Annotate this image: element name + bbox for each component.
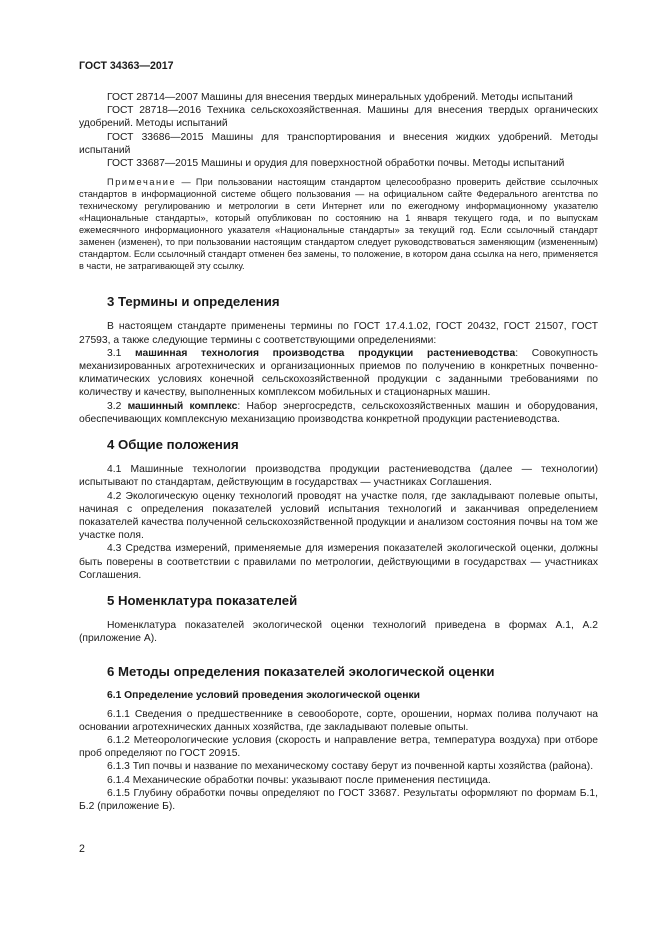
term-name: машинная технология производства продукции растениеводства — [135, 347, 516, 359]
paragraph: 4.3 Средства измерений, применяемые для измерения показателей экологической оценки, должны быть поверены в соответствии с правилами по метрологии, действующими в государствах — участниках Соглашения. — [79, 543, 598, 581]
document-body — [79, 91, 598, 813]
section-4-title: 4 Общие положения — [107, 437, 239, 453]
paragraph: Номенклатура показателей экологической оценки технологий приведена в формах А.1, А.2 (приложение А). — [79, 619, 598, 645]
term-definition — [79, 347, 598, 400]
paragraph: 4.2 Экологическую оценку технологий проводят на участке поля, где закладывают полевые опыты, начиная с определения показателей условий испытания технологий и заканчивая определением показателей качества полученной сельскохозяйственной продукции и анализом состояния почвы на том же участке поля. — [79, 490, 598, 542]
reference-item: ГОСТ 28714—2007 Машины для внесения твердых минеральных удобрений. Методы испытаний — [107, 92, 573, 103]
note-text: — При пользовании настоящим стандартом целесообразно проверить действие ссылочных стандартов в информационной системе общего пользования — на официальном сайте Федерального агентства по техническому регулированию и метрологии в сети Интернет или по ежегодному информационному указателю «Национальные стандарты», который опубликован по состоянию на 1 января текущего года, и по выпускам ежемесячного информационного указателя «Национальные стандарты» за текущий год. Если ссылочный стандарт заменен (изменен), то при пользовании настоящим стандартом следует руководствоваться заменяющим (измененным) стандартом. Если ссылочный стандарт отменен без замены, то положение, в котором дана ссылка на него, применяется в части, не затрагивающей эту ссылку. — [79, 177, 598, 271]
section-3-title: 3 Термины и определения — [107, 294, 280, 310]
term-text: : Набор энергосредств, сельскохозяйственных машин и оборудования, обеспечивающих комплексную механизацию производства конкретной продукции растениеводства. — [79, 400, 598, 425]
reference-item: ГОСТ 28718—2016 Техника сельскохозяйственная. Машины для внесения твердых органических удобрений. Методы испытаний — [79, 105, 598, 130]
section-5-title: 5 Номенклатура показателей — [107, 592, 298, 608]
paragraph: 6.1.2 Метеорологические условия (скорость и направление ветра, температура воздуха) при отборе проб определяют по ГОСТ 20915. — [79, 734, 598, 760]
paragraph: 6.1.1 Сведения о предшественнике в севообороте, сорте, орошении, нормах полива получают на основании агротехнических данных хозяйства, где закладывают полевые опыты. — [79, 708, 598, 733]
section-6-title: 6 Методы определения показателей экологической оценки — [107, 664, 495, 680]
paragraph: 6.1.5 Глубину обработки почвы определяют по ГОСТ 33687. Результаты оформляют по формам Б.1, Б.2 (приложение Б). — [79, 787, 598, 812]
paragraph: В настоящем стандарте применены термины по ГОСТ 17.4.1.02, ГОСТ 20432, ГОСТ 21507, ГОСТ 27593, а также следующие термины с соответствующими определениями: — [79, 321, 598, 346]
term-text: : Совокупность механизированных агротехнических и организационных приемов по получению в конкретных почвенно-климатических условиях конечной сельскохозяйственной продукции с заданными требованиями по количеству и качеству, выполненных комплексом мобильных и стационарных машин. — [79, 347, 599, 399]
paragraph: 6.1.4 Механические обработки почвы: указывают после применения пестицида. — [107, 774, 491, 786]
note-label: Примечание — [107, 177, 177, 188]
term-number: 3.1 — [107, 347, 136, 359]
term-definition — [79, 400, 598, 426]
paragraph: 4.1 Машинные технологии производства продукции растениеводства (далее — технологии) испытывают по стандартам, действующим в государствах — участниках Соглашения. — [79, 464, 598, 489]
document-header: ГОСТ 34363—2017 — [79, 60, 174, 72]
subsection-6-1-title: 6.1 Определение условий проведения экологической оценки — [107, 690, 420, 702]
reference-item: ГОСТ 33687—2015 Машины и орудия для поверхностной обработки почвы. Методы испытаний — [107, 158, 565, 170]
paragraph: 6.1.3 Тип почвы и название по механическому составу берут из почвенной карты хозяйства (района). — [107, 761, 594, 773]
reference-item: ГОСТ 33686—2015 Машины для транспортирования и внесения жидких удобрений. Методы испытаний — [79, 131, 598, 156]
term-name: машинный комплекс — [127, 400, 238, 412]
note-paragraph — [79, 177, 598, 272]
page-number: 2 — [79, 843, 85, 855]
term-number: 3.2 — [107, 400, 128, 412]
